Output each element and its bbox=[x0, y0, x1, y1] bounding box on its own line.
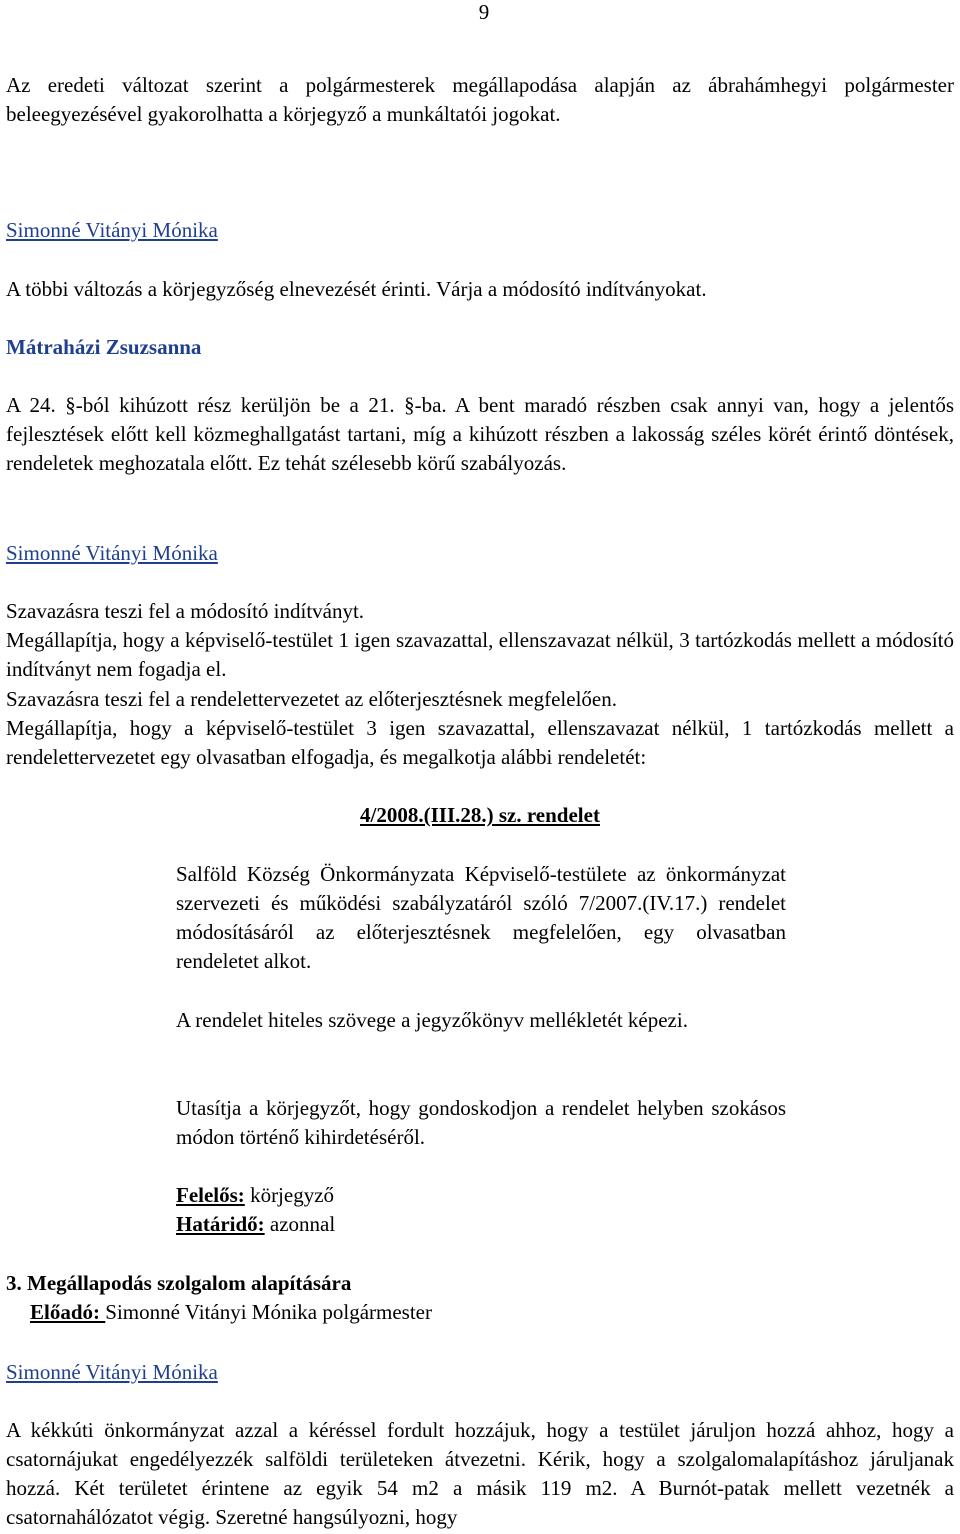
presenter-line bbox=[30, 1298, 950, 1327]
deadline-value: azonnal bbox=[264, 1212, 336, 1236]
page-number: 9 bbox=[478, 0, 490, 24]
deadline-label: Határidő: bbox=[176, 1212, 265, 1236]
speaker-name: Simonné Vitányi Mónika bbox=[6, 218, 218, 242]
speaker-name: Simonné Vitányi Mónika bbox=[6, 541, 218, 565]
agenda-item-title: 3. Megállapodás szolgalom alapítására bbox=[6, 1271, 352, 1295]
deadline-line bbox=[176, 1210, 786, 1239]
paragraph-changes: A többi változás a körjegyzőség elnevezését érinti. Várja a módosító indítványokat. bbox=[6, 277, 707, 301]
vote-result: Megállapítja, hogy a képviselő-testület 1 igen szavazattal, ellenszavazat nélkül, 3 tartózkodás mellett a módosító indítványt nem fogadja el. bbox=[6, 628, 954, 681]
presenter-label: Előadó: bbox=[30, 1300, 106, 1324]
paragraph-sewer: A kékkúti önkormányzat azzal a kéréssel fordult hozzájuk, hogy a testület járuljon hozzá ahhoz, hogy a csatornájukat engedélyezzék salföldi területeken átvezetni. Kérik, hogy a szolgalomalapításhoz járuljanak hozzá. Két területet érintene az egyik 54 m2 a másik 119 m2. A Burnót-patak mellett vezetnék a csatornahálózatot végig. Szeretné hangsúlyozni, hogy bbox=[6, 1418, 954, 1529]
vote-result: Megállapítja, hogy a képviselő-testület 3 igen szavazattal, ellenszavazat nélkül, 1 tartózkodás mellett a rendelettervezetet egy olvasatban elfogadja, és megalkotja alábbi rendeletét: bbox=[6, 716, 954, 769]
paragraph-amendment: A 24. §-ból kihúzott rész kerüljön be a 21. §-ba. A bent maradó részben csak annyi van, hogy a jelentős fejlesztések előtt kell közmeghallgatást tartani, míg a kihúzott részben a lakosság széles körét érintő döntések, rendeletek meghozatala előtt. Ez tehát szélesebb körű szabályozás. bbox=[6, 393, 954, 475]
decree-text: Salföld Község Önkormányzata Képviselő-testülete az önkormányzat szervezeti és működési szabályzatáról szóló 7/2007.(IV.17.) rendelet módosításáról az előterjesztésnek megfelelően, egy olvasatban rendeletet alkot. bbox=[176, 862, 786, 973]
responsible-label: Felelős: bbox=[176, 1183, 245, 1207]
responsible-line bbox=[176, 1181, 786, 1210]
responsible-value: körjegyző bbox=[244, 1183, 335, 1207]
decree-title: 4/2008.(III.28.) sz. rendelet bbox=[360, 803, 600, 827]
vote-motion: Szavazásra teszi fel a módosító indítványt. bbox=[6, 599, 365, 623]
speaker-name: Mátraházi Zsuzsanna bbox=[6, 335, 202, 359]
decree-text: A rendelet hiteles szövege a jegyzőkönyv mellékletét képezi. bbox=[176, 1008, 688, 1032]
decree-text: Utasítja a körjegyzőt, hogy gondoskodjon a rendelet helyben szokásos módon történő kihirdetéséről. bbox=[176, 1096, 786, 1149]
vote-motion: Szavazásra teszi fel a rendelettervezetet az előterjesztésnek megfelelően. bbox=[6, 687, 617, 711]
speaker-name: Simonné Vitányi Mónika bbox=[6, 1360, 218, 1384]
presenter-value: Simonné Vitányi Mónika polgármester bbox=[105, 1300, 432, 1324]
paragraph-intro: Az eredeti változat szerint a polgármesterek megállapodása alapján az ábrahámhegyi polgármester beleegyezésével gyakorolhatta a körjegyző a munkáltatói jogokat. bbox=[6, 73, 954, 126]
